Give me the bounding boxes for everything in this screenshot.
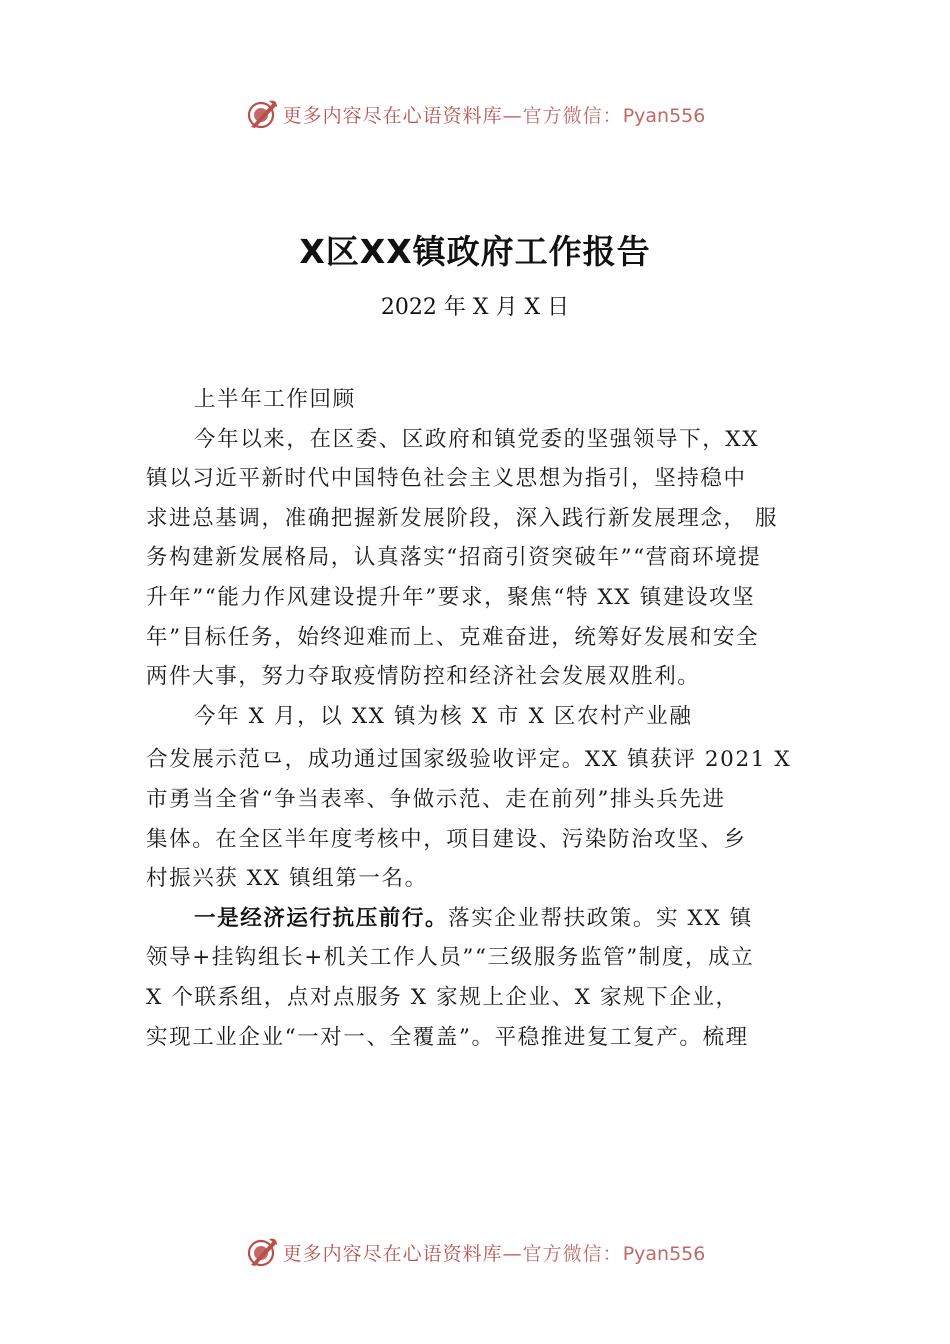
watermark-wechat-id: Pyan556 [622, 1242, 706, 1265]
paragraph-2 [146, 697, 818, 899]
watermark-text [283, 1239, 706, 1266]
paragraph-3-lead: 一是经济运行抗压前行。 [194, 905, 449, 931]
watermark-banner-top [0, 94, 950, 134]
paragraph-3-text: 落实企业帮扶政策。实 XX 镇 [448, 905, 753, 931]
paragraph-line: 镇以习近平新时代中国特色社会主义思想为指引，坚持稳中 [146, 466, 747, 492]
watermark-wechat-label: 官方微信： [522, 104, 623, 127]
paragraph-3 [146, 899, 818, 1057]
watermark-separator: — [502, 104, 523, 127]
document-title: X区XX镇政府工作报告 [299, 232, 651, 271]
paragraph-line: 村振兴获 XX 镇组第一名。 [146, 866, 428, 892]
paragraph-line: 合发展示范⺋，成功通过国家级验收评定。XX 镇获评 2021 X [146, 747, 792, 773]
watermark-wechat-label: 官方微信： [522, 1242, 623, 1265]
paragraph-line: 升年”“能力作风建设提升年”要求，聚焦“特 XX 镇建设攻坚 [146, 584, 756, 610]
paragraph-line: 集体。在全区半年度考核中，项目建设、污染防治攻坚、乡 [146, 826, 747, 852]
watermark-brand: 更多内容尽在心语资料库 [282, 104, 503, 127]
paragraph-line: 今年 X 月，以 XX 镇为核 X 市 X 区农村产业融 [194, 703, 693, 729]
watermark-wechat-id: Pyan556 [622, 104, 706, 127]
document-body [146, 380, 818, 1057]
watermark-separator: — [502, 1242, 523, 1265]
watermark-brand: 更多内容尽在心语资料库 [282, 1242, 503, 1265]
paragraph-line: 市勇当全省“争当表率、争做示范、走在前列”排头兵先进 [146, 786, 726, 812]
paragraph-line: 实现工业企业“一对一、全覆盖”。平稳推进复工复产。梳理 [146, 1024, 749, 1050]
paragraph-line: 求进总基调，准确把握新发展阶段，深入践行新发展理念， 服 [146, 505, 779, 531]
watermark-banner-bottom [0, 1232, 950, 1272]
quill-pen-seal-icon [245, 1235, 279, 1269]
paragraph-line: 年”目标任务，始终迎难而上、克难奋进，统筹好发展和安全 [146, 624, 760, 650]
paragraph-line: X 个联系组，点对点服务 X 家规上企业、X 家规下企业， [146, 984, 739, 1010]
watermark-text [283, 101, 706, 128]
document-date: 2022 年 X 月 X 日 [380, 295, 570, 320]
paragraph-line: 两件大事，努力夺取疫情防控和经济社会发展双胜利。 [146, 664, 701, 690]
paragraph-line: 务构建新发展格局，认真落实“招商引资突破年”“营商环境提 [146, 545, 762, 571]
paragraph-line: 今年以来，在区委、区政府和镇党委的坚强领导下，XX [194, 426, 760, 452]
paragraph-line [146, 899, 818, 939]
paragraph-1 [146, 420, 818, 697]
quill-pen-seal-icon [245, 97, 279, 131]
paragraph-line: 领导+挂钩组长+机关工作人员”“三级服务监管”制度，成立 [146, 945, 755, 971]
section-heading: 上半年工作回顾 [194, 387, 356, 412]
